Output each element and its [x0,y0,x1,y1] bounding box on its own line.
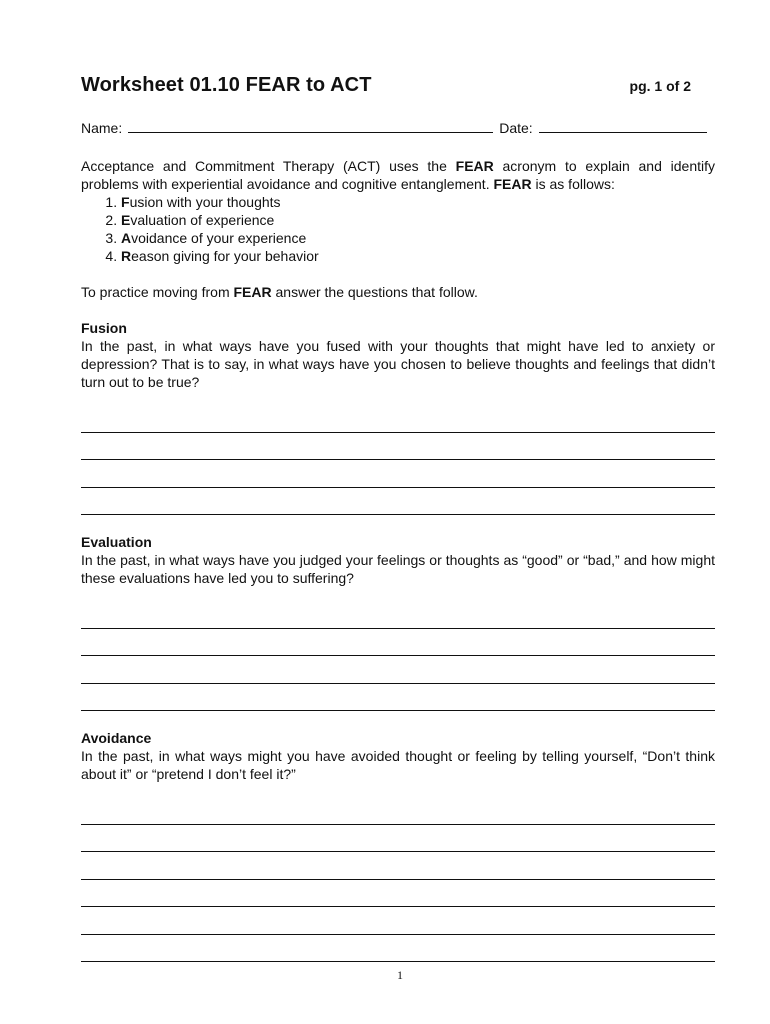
practice-instruction [81,283,715,301]
answer-line[interactable] [81,460,715,488]
practice-text-a: To practice moving from [81,284,234,300]
fear-item-avoidance [121,229,715,247]
intro-fear-1: FEAR [455,158,494,174]
answer-line[interactable] [81,797,715,825]
practice-fear: FEAR [233,284,272,300]
answer-line[interactable] [81,601,715,629]
name-label: Name: [81,120,123,136]
section-heading: Fusion [81,320,127,336]
fear-item-fusion [121,193,715,211]
page-number: 1 [397,968,403,982]
section-question: In the past, in what ways have you fused with your thoughts that might have led to anxiety or depression? That is to say, in what ways have you chosen to believe thoughts and feelings that didn’t turn out to be true? [81,338,715,390]
fear-item-text: valuation of experience [130,212,275,228]
date-label: Date: [499,120,533,136]
fear-item-reason [121,247,715,265]
answer-line[interactable] [81,488,715,516]
fear-item-text: usion with your thoughts [129,194,281,210]
intro-paragraph [81,157,715,193]
answer-line[interactable] [81,880,715,908]
worksheet-page [81,74,715,962]
answer-line[interactable] [81,825,715,853]
fear-letter: R [121,248,132,264]
fear-letter: E [121,212,131,228]
fear-letter: A [121,230,132,246]
page-indicator: pg. 1 of 2 [629,78,691,94]
section-evaluation [81,533,715,711]
fear-letter: F [121,194,130,210]
fear-item-text: voidance of your experience [131,230,307,246]
fear-item-evaluation [121,211,715,229]
answer-line[interactable] [81,405,715,433]
answer-lines [81,797,715,962]
answer-line[interactable] [81,935,715,963]
answer-line[interactable] [81,684,715,712]
fear-item-text: eason giving for your behavior [131,248,319,264]
intro-text-a: Acceptance and Commitment Therapy (ACT) uses the [81,158,456,174]
name-date-row [81,120,715,136]
answer-line[interactable] [81,629,715,657]
name-field[interactable] [128,120,493,133]
answer-line[interactable] [81,433,715,461]
fear-list [81,193,715,265]
answer-line[interactable] [81,852,715,880]
section-fusion [81,319,715,515]
section-heading: Avoidance [81,730,152,746]
intro-text-c: is as follows: [531,176,615,192]
answer-line[interactable] [81,656,715,684]
title-row [81,74,715,104]
worksheet-title: Worksheet 01.10 FEAR to ACT [81,74,372,96]
date-field[interactable] [539,120,707,133]
intro-text-b: acronym to explain and identify problems with experiential avoidance and cognitive entanglement. [81,158,715,192]
section-question: In the past, in what ways have you judged your feelings or thoughts as “good” or “bad,” and how might these evaluations have led you to suffering? [81,552,715,586]
answer-lines [81,405,715,515]
answer-line[interactable] [81,907,715,935]
practice-text-b: answer the questions that follow. [271,284,478,300]
section-question: In the past, in what ways might you have avoided thought or feeling by telling yourself, “Don’t think about it” or “pretend I don’t feel it?” [81,748,715,782]
answer-lines [81,601,715,711]
intro-fear-2: FEAR [493,176,532,192]
section-heading: Evaluation [81,534,152,550]
section-avoidance [81,729,715,962]
